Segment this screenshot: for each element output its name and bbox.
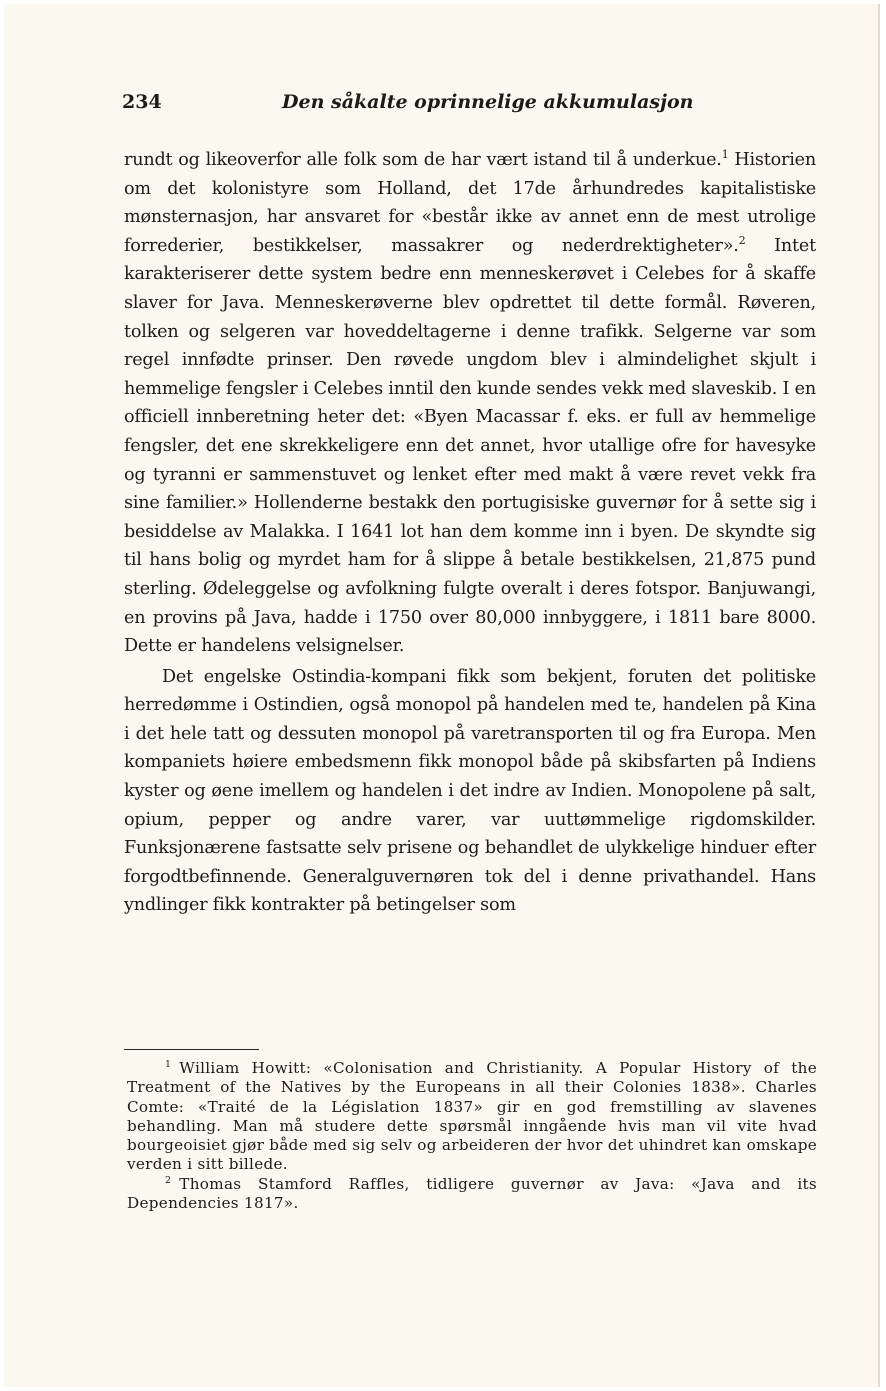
- footnote-2: [127, 1175, 817, 1214]
- footnote-ref-2[interactable]: 2: [738, 233, 746, 247]
- paragraph-1-part-c: Intet karakteriserer dette system bedre enn menneskerøvet i Celebes for å skaffe slaver for Java. Menneskerøverne blev opdrettet til dette formål. Røveren, tolken og selgeren var hoveddeltagerne i denne trafikk. Selgerne var som regel innfødte prinser. Den røvede ungdom blev i almindelighet skjult i hemmelige fengsler i Celebes inntil den kunde sendes vekk med slaveskib. I en officiell innberetning heter det: «Byen Macassar f. eks. er full av hemmelige fengsler, det ene skrekkeligere enn det annet, hvor utallige ofre for havesyke og tyranni er sammenstuvet og lenket efter med makt å være revet vekk fra sine familier.» Hollenderne bestakk den portugisiske guvernør for å sette sig i besiddelse av Malakka. I 1641 lot han dem komme inn i byen. De skyndte sig til hans bolig og myrdet ham for å slippe å betale bestikkelsen, 21,875 pund sterling. Ødeleggelse og avfolkning fulgte overalt i deres fotspor. Banjuwangi, en provins på Java, hadde i 1750 over 80,000 innbyggere, i 1811 bare 8000. Dette er handelens velsignelser.: [124, 235, 816, 657]
- footnote-divider: [124, 1049, 259, 1050]
- body-text: [124, 146, 816, 920]
- book-page: [4, 4, 880, 1387]
- paragraph-1-part-a: rundt og likeoverfor alle folk som de har vært istand til å underkue.: [124, 150, 722, 170]
- footnote-marker-2: 2: [165, 1174, 172, 1186]
- footnote-2-text: Thomas Stamford Raffles, tidligere guvernør av Java: «Java and its Dependencies 1817».: [127, 1174, 817, 1213]
- running-title: Den såkalte oprinnelige akkumulasjon: [282, 91, 694, 113]
- footnote-ref-1[interactable]: 1: [721, 148, 729, 162]
- paragraph-1: [124, 146, 816, 661]
- paragraph-1-part-b: Historien om det kolonistyre som Holland, det 17de århundredes kapitalistiske mønsternasjon, har ansvaret for «består ikke av annet enn de mest utrolige forrederier, bestikkelser, massakrer og nederdrektigheter».: [124, 150, 816, 256]
- footnote-1: [127, 1059, 817, 1175]
- footnote-1-text: William Howitt: «Colonisation and Christianity. A Popular History of the Treatment of the Natives by the Europeans in all their Colonies 1838». Charles Comte: «Traité de la Législation 1837» gir en god fremstilling av slavenes behandling. Man må studere dette spørsmål inngående hvis man vil vite hvad bourgeoisiet gjør både med sig selv og arbeideren der hvor det uhindret kan omskape verden i sitt billede.: [127, 1059, 817, 1174]
- page-number: 234: [122, 91, 162, 113]
- footnote-marker-1: 1: [165, 1058, 172, 1070]
- paragraph-2: Det engelske Ostindia-kompani fikk som bekjent, foruten det politiske herredømme i Ostindien, også monopol på handelen med te, handelen på Kina i det hele tatt og dessuten monopol på varetransporten til og fra Europa. Men kompaniets høiere embedsmenn fikk monopol både på skibsfarten på Indiens kyster og øene imellem og handelen i det indre av Indien. Monopolene på salt, opium, pepper og andre varer, var uuttømmelige rigdomskilder. Funksjonærene fastsatte selv prisene og behandlet de ulykkelige hinduer efter forgodtbefinnende. Generalguvernøren tok del i denne privathandel. Hans yndlinger fikk kontrakter på betingelser som: [124, 666, 816, 916]
- footnotes: [127, 1059, 817, 1213]
